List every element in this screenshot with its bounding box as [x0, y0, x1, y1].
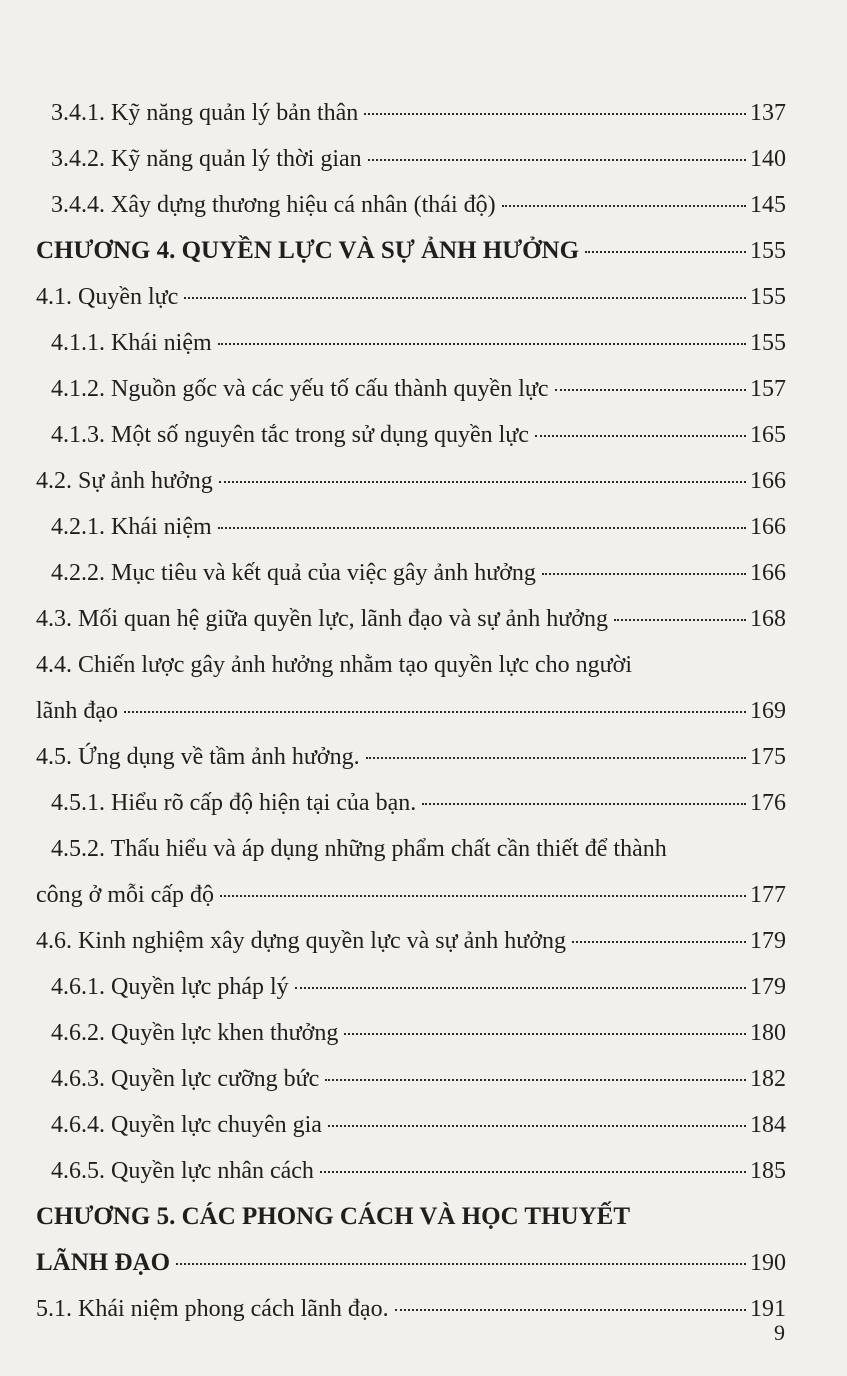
toc-entry-title: 4.5. Ứng dụng về tầm ảnh hưởng. — [36, 744, 360, 770]
toc-entry — [36, 182, 786, 228]
toc-entry-page: 182 — [750, 1066, 786, 1092]
toc-entry-title: 4.6.4. Quyền lực chuyên gia — [51, 1112, 322, 1138]
dot-leader — [325, 1079, 746, 1081]
toc-entry — [36, 964, 786, 1010]
toc-entry-title-line1: 4.5.2. Thấu hiểu và áp dụng những phẩm chất cần thiết để thành — [51, 836, 667, 862]
toc-entry-title: 3.4.1. Kỹ năng quản lý bản thân — [51, 100, 359, 126]
toc-entry — [36, 596, 786, 642]
toc-entry — [36, 1056, 786, 1102]
toc-entry-page: 168 — [750, 606, 786, 632]
toc-entry-page: 177 — [750, 882, 786, 908]
toc-entry-page: 180 — [750, 1020, 786, 1046]
toc-entry — [36, 780, 786, 826]
toc-entry-page: 157 — [750, 376, 786, 402]
toc-entry — [36, 872, 786, 918]
dot-leader — [219, 481, 746, 483]
toc-entry-title: 5.1. Khái niệm phong cách lãnh đạo. — [36, 1296, 389, 1322]
toc-entry-page: 137 — [750, 100, 786, 126]
toc-entry-page: 179 — [750, 928, 786, 954]
dot-leader — [218, 343, 746, 345]
dot-leader — [585, 251, 746, 253]
dot-leader — [176, 1263, 746, 1265]
toc-entry-page: 166 — [750, 560, 786, 586]
dot-leader — [295, 987, 746, 989]
toc-entry — [36, 366, 786, 412]
toc-entry-title: 3.4.2. Kỹ năng quản lý thời gian — [51, 146, 362, 172]
dot-leader — [555, 389, 746, 391]
toc-chapter-entry — [36, 1240, 786, 1286]
toc-entry — [36, 320, 786, 366]
dot-leader — [368, 159, 746, 161]
toc-entry-title: 4.6.3. Quyền lực cưỡng bức — [51, 1066, 320, 1092]
dot-leader — [395, 1309, 746, 1311]
dot-leader — [422, 803, 746, 805]
toc-entry — [36, 90, 786, 136]
toc-entry-page: 184 — [750, 1112, 786, 1138]
toc-entry-page: 155 — [750, 330, 786, 356]
toc-entry — [36, 1148, 786, 1194]
dot-leader — [366, 757, 746, 759]
toc-entry-title: 4.5.1. Hiểu rõ cấp độ hiện tại của bạn. — [51, 790, 417, 816]
toc-entry-title: 4.3. Mối quan hệ giữa quyền lực, lãnh đạo và sự ảnh hưởng — [36, 606, 608, 632]
toc-entry-title: 4.6.1. Quyền lực pháp lý — [51, 974, 289, 1000]
toc-chapter-title-line1: CHƯƠNG 5. CÁC PHONG CÁCH VÀ HỌC THUYẾT — [36, 1203, 631, 1230]
toc-entry — [36, 458, 786, 504]
dot-leader — [535, 435, 746, 437]
dot-leader — [344, 1033, 746, 1035]
toc-chapter-title: CHƯƠNG 4. QUYỀN LỰC VÀ SỰ ẢNH HƯỞNG — [36, 237, 580, 264]
toc-entry — [36, 1010, 786, 1056]
toc-entry — [36, 412, 786, 458]
dot-leader — [502, 205, 746, 207]
dot-leader — [328, 1125, 746, 1127]
dot-leader — [320, 1171, 746, 1173]
toc-entry-title: 3.4.4. Xây dựng thương hiệu cá nhân (thái độ) — [51, 192, 496, 218]
toc-entry-page: 169 — [750, 698, 786, 724]
toc-entry-page: 155 — [750, 238, 786, 264]
toc-entry-page: 155 — [750, 284, 786, 310]
dot-leader — [220, 895, 746, 897]
dot-leader — [184, 297, 746, 299]
toc-entry-page: 140 — [750, 146, 786, 172]
page-number: 9 — [774, 1320, 785, 1345]
toc-entry-page: 190 — [750, 1250, 786, 1276]
dot-leader — [124, 711, 746, 713]
toc-entry — [36, 918, 786, 964]
dot-leader — [218, 527, 746, 529]
dot-leader — [364, 113, 746, 115]
toc-entry-title: công ở mỗi cấp độ — [36, 882, 214, 908]
toc-entry-title: 4.1.3. Một số nguyên tắc trong sử dụng quyền lực — [51, 422, 529, 448]
toc-entry — [36, 1102, 786, 1148]
toc-entry-title: 4.2.2. Mục tiêu và kết quả của việc gây ảnh hưởng — [51, 560, 536, 586]
dot-leader — [542, 573, 746, 575]
toc-entry-page: 185 — [750, 1158, 786, 1184]
toc-entry — [36, 504, 786, 550]
toc-entry-title: 4.1. Quyền lực — [36, 284, 179, 310]
toc-entry-page: 175 — [750, 744, 786, 770]
toc-entry-title-line1: 4.4. Chiến lược gây ảnh hưởng nhằm tạo quyền lực cho người — [36, 652, 632, 678]
toc-entry — [36, 550, 786, 596]
toc-chapter-title: LÃNH ĐẠO — [36, 1249, 171, 1276]
toc-entry — [36, 1286, 786, 1332]
toc-entry-page: 176 — [750, 790, 786, 816]
toc-entry-title: 4.6. Kinh nghiệm xây dựng quyền lực và sự ảnh hưởng — [36, 928, 566, 954]
toc-entry-page: 166 — [750, 514, 786, 540]
toc-entry — [36, 136, 786, 182]
toc-entry-page: 145 — [750, 192, 786, 218]
toc-entry-title: lãnh đạo — [36, 698, 118, 724]
toc-entry — [36, 734, 786, 780]
toc-chapter-entry — [36, 228, 786, 274]
toc-entry-title: 4.1.2. Nguồn gốc và các yếu tố cấu thành quyền lực — [51, 376, 549, 402]
toc-entry-page: 191 — [750, 1296, 786, 1322]
toc-entry — [36, 274, 786, 320]
toc-entry-title: 4.6.5. Quyền lực nhân cách — [51, 1158, 314, 1184]
toc-entry-title: 4.6.2. Quyền lực khen thưởng — [51, 1020, 339, 1046]
toc-entry-title: 4.1.1. Khái niệm — [51, 330, 212, 356]
dot-leader — [614, 619, 746, 621]
table-of-contents — [36, 90, 786, 1332]
dot-leader — [572, 941, 746, 943]
toc-entry-page: 165 — [750, 422, 786, 448]
toc-entry-page: 179 — [750, 974, 786, 1000]
toc-entry-title: 4.2.1. Khái niệm — [51, 514, 212, 540]
toc-entry-page: 166 — [750, 468, 786, 494]
toc-entry — [36, 688, 786, 734]
toc-entry-title: 4.2. Sự ảnh hưởng — [36, 468, 213, 494]
